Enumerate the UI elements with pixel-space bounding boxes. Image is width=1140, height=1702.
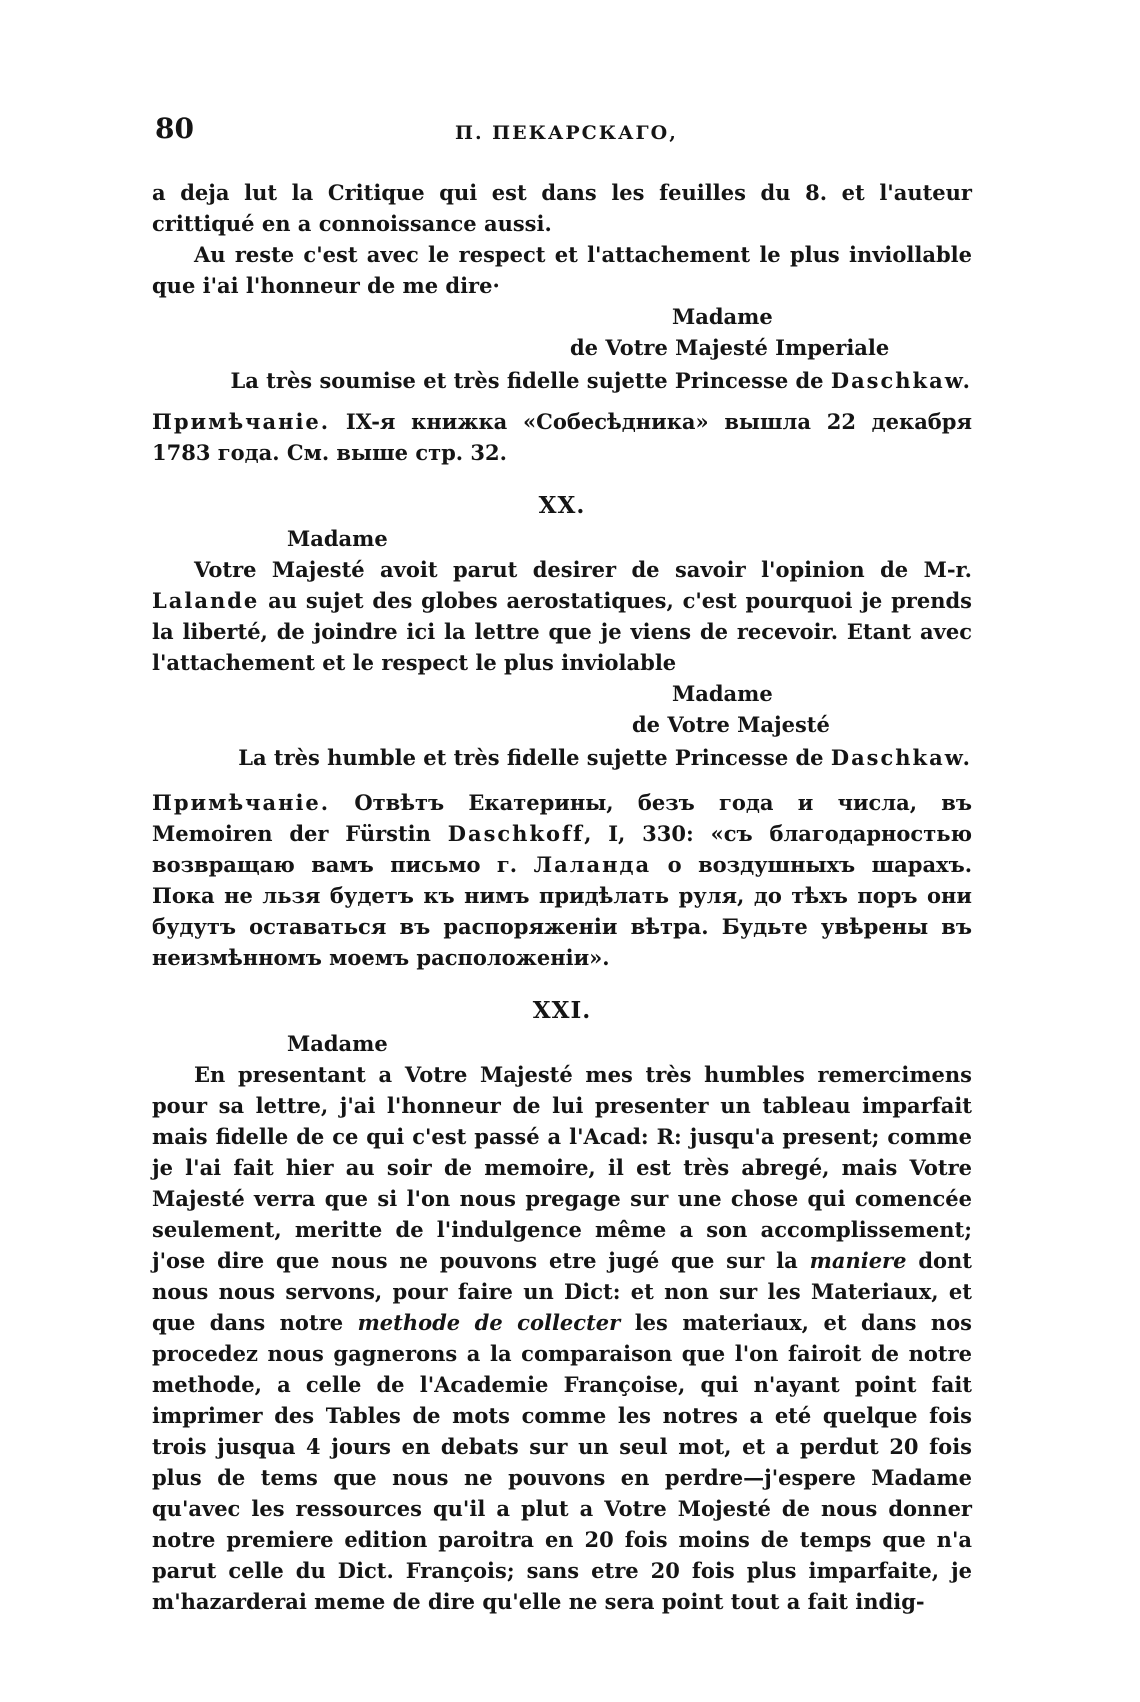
letter-text: les materiaux, et dans nos procedez nous gagnerons a la comparaison que l'on fairoit de notre methode, a celle de l'Academie Françoise, qui n'ayant point fait imprimer des Tables de mots comme les notres a eté quelque fois trois jusqua 4 jours en debats sur un seul mot, et a perdut 20 fois plus de tems que nous ne pouvons en perdre—j'espere Madame qu'avec les ressources qu'il a plut a Votre Mojesté de nous donner notre premiere edition paroitra en 20 fois moins de temps que n'a parut celle du Dict. François; sans etre 20 fois plus imparfaite, je m'hazarderai meme de dire qu'elle ne sera point tout a fait indig- (152, 1310, 972, 1614)
note-text: , I, 330: «съ благодарностью возвращаю вамъ письмо г. (152, 821, 973, 877)
note-text: Отвѣтъ Екатерины, безъ года и числа, въ Memoiren der Fürstin (152, 790, 972, 846)
closing-address: de Votre Majesté (632, 712, 830, 737)
person-name: Лаланда (533, 852, 652, 877)
editor-note (152, 406, 972, 468)
signature (152, 365, 972, 396)
letter-text: dont nous nous servons, pour faire un Dict: et non sur les Materiaux, et que dans notre (152, 1248, 972, 1335)
letter-text: En presentant a Votre Majesté mes très humbles remercimens pour sa lettre, j'ai l'honneur de lui presenter un tableau imparfait mais fidelle de ce qui c'est passé a l'Acad: R: jusqu'a present; comme je l'ai fait hier au soir de memoire, il est très abregé, mais Votre Majesté verra que si l'on nous pregage sur une chose qui comencée seulement, meritte de l'indulgence même a son accomplissement; j'ose dire que nous ne pouvons etre jugé que sur la (152, 1062, 972, 1273)
note-text: IX-я книжка «Собесѣдника» вышла 22 декабря 1783 года. См. выше стр. 32. (152, 409, 972, 465)
paragraph-continuation: a deja lut la Critique qui est dans les feuilles du 8. et l'auteur crittiqué en a connoissance aussi. (152, 180, 972, 236)
paragraph-closing-remark: Au reste c'est avec le respect et l'attachement le plus inviollable que i'ai l'honneur de me dire· (152, 242, 972, 298)
note-text: о воздушныхъ шарахъ. Пока не льзя будетъ къ нимъ придѣлать руля, до тѣхъ поръ они будутъ оставаться въ распоряженіи вѣтра. Будьте увѣрены въ неизмѣнномъ моемъ расположеніи». (152, 852, 973, 970)
signature-name: Daschkaw. (830, 745, 972, 770)
closing-salutation: Madame (672, 681, 773, 706)
section-number-xx: XX. (538, 492, 586, 519)
emphasis-text: methode de collecter (357, 1310, 621, 1335)
letter-text: au sujet des globes aerostatiques, c'est pourquoi je prends la liberté, de joindre ici la lettre que je viens de recevoir. Etant avec l'attachement et le respect le plus inviolable (152, 588, 972, 675)
signature-text: La très soumise et très fidelle sujette Princesse de (230, 368, 831, 393)
signature-name: Daschkaw. (830, 368, 972, 393)
closing-address: de Votre Majesté Imperiale (570, 335, 890, 360)
emphasis-text: maniere (809, 1248, 907, 1273)
closing-salutation: Madame (672, 304, 773, 329)
letter-paragraph (152, 554, 972, 678)
signature (152, 742, 972, 773)
letter-paragraph (152, 1059, 972, 1617)
page-number: 80 (155, 112, 194, 145)
person-name: Lalande (152, 588, 260, 613)
signature-text: La très humble et très fidelle sujette Princesse de (238, 745, 831, 770)
note-label: Примѣчаніе. (152, 409, 331, 434)
editor-note (152, 787, 972, 973)
page-header (155, 112, 975, 162)
section-number-xxi: XXI. (532, 997, 592, 1024)
letter-salutation: Madame (287, 1031, 388, 1056)
running-head: П. ПЕКАРСКАГО, (455, 122, 678, 144)
letter-text: Votre Majesté avoit parut desirer de savoir l'opinion de M-r. (194, 557, 972, 582)
person-name: Daschkoff (447, 821, 585, 846)
letter-salutation: Madame (287, 526, 388, 551)
note-label: Примѣчаніе. (152, 790, 331, 815)
page-body (152, 177, 972, 1617)
